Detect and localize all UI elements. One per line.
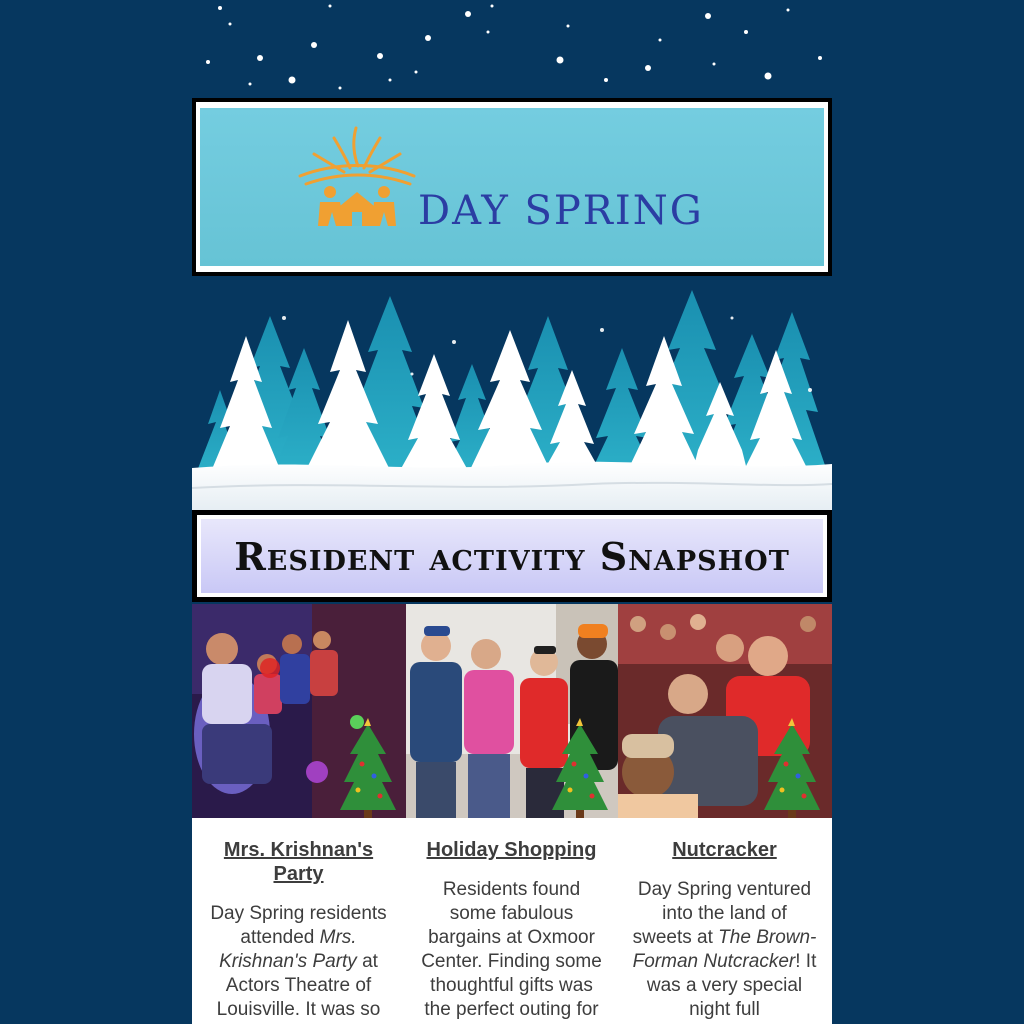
card-body: Residents found some fabulous bargains at Oxmoor Center. Finding some thoughtful gifts was the perfect outing for [421,879,602,1020]
snow-decoration [0,0,1024,100]
winter-trees-banner [192,278,832,510]
logo-text: DAY SPRING [418,188,704,234]
card-body: Day Spring residents attended Mrs. Krishnan's Party at Actors Theatre of Louisville. It was so [210,903,387,1020]
activity-card-nutcracker [618,818,831,1024]
section-title-band [192,510,832,602]
card-title-link[interactable]: Holiday Shopping [426,839,597,861]
card-body: Day Spring ventured into the land of sweets at The Brown-Forman Nutcracker! It was a very special night full [632,879,817,1020]
activity-card-party [192,818,405,1024]
card-title-link[interactable]: Nutcracker [672,839,777,861]
card-title-link[interactable]: Mrs. Krishnan's Party [223,839,374,885]
day-spring-logo-icon [296,122,420,232]
activity-cards [192,818,832,1024]
logo-header [192,98,832,276]
section-title: Resident activity Snapshot [234,533,790,579]
shopping-photo[interactable] [406,604,618,818]
photo-strip [192,604,832,818]
nutcracker-photo[interactable] [618,604,832,818]
activity-card-shopping [405,818,618,1024]
party-photo[interactable] [192,604,406,818]
